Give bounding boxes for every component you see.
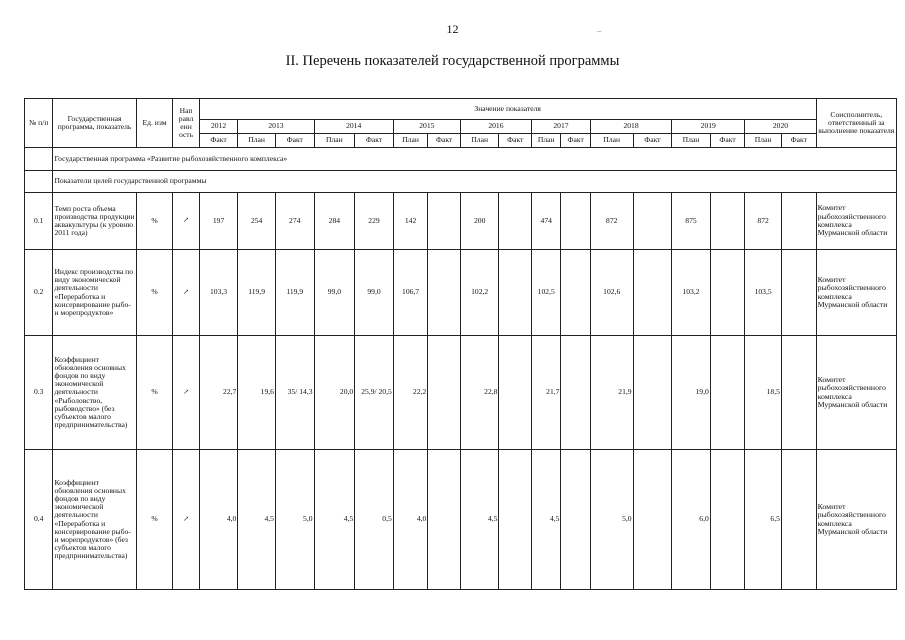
value-cell: 0,5 <box>355 450 394 590</box>
table-row <box>25 193 897 250</box>
value-cell: 200 <box>460 193 499 250</box>
executor-cell: Комитет рыбохозяйственного комплекса Мурманской области <box>816 336 896 450</box>
value-cell: 872 <box>745 193 782 250</box>
value-cell: 6,0 <box>672 450 711 590</box>
value-cell: 142 <box>393 193 428 250</box>
value-cell: 19,6 <box>238 336 276 450</box>
value-cell <box>428 336 461 450</box>
value-cell: 22,2 <box>393 336 428 450</box>
header-sub: План <box>460 134 499 148</box>
header-sub: Факт <box>561 134 590 148</box>
value-cell <box>499 336 532 450</box>
value-cell: 229 <box>355 193 394 250</box>
value-cell <box>633 193 672 250</box>
header-sub: План <box>672 134 711 148</box>
header-sub: Факт <box>275 134 314 148</box>
header-year-2018: 2018 <box>590 120 671 134</box>
header-sub: План <box>590 134 633 148</box>
unit-cell: % <box>136 336 173 450</box>
table-row <box>25 250 897 336</box>
value-cell <box>499 193 532 250</box>
value-cell <box>561 193 590 250</box>
direction-icon: ↗ <box>173 450 199 590</box>
header-executor: Соисполнитель, ответственный за выполнение показателя <box>816 99 896 148</box>
header-year-2012: 2012 <box>199 120 238 134</box>
header-sub: План <box>238 134 276 148</box>
indicators-table <box>24 98 897 590</box>
document-title: II. Перечень показателей государственной программы <box>285 53 620 69</box>
section-goals: Показатели целей государственной программы <box>53 171 897 193</box>
header-sub: План <box>393 134 428 148</box>
value-cell <box>428 450 461 590</box>
table-row <box>25 450 897 590</box>
header-sub: План <box>745 134 782 148</box>
value-fraction: 35/ 14,3 <box>287 387 313 397</box>
value-cell: 103,5 <box>745 250 782 336</box>
header-unit: Ед. изм <box>136 99 173 148</box>
value-cell <box>355 336 394 450</box>
header-sub: Факт <box>499 134 532 148</box>
value-cell: 4,5 <box>531 450 560 590</box>
value-cell <box>781 250 816 336</box>
value-cell <box>275 336 314 450</box>
header-sub: План <box>314 134 355 148</box>
value-cell: 4,5 <box>238 450 276 590</box>
value-cell <box>428 193 461 250</box>
indicator-name: Коэффициент обновления основных фондов по виду экономической деятельности «Переработка и консервирование рыбо- и морепродуктов» (без субъектов малого предпринимательства) <box>53 450 136 590</box>
value-cell: 103,3 <box>199 250 238 336</box>
header-sub: План <box>531 134 560 148</box>
value-cell: 284 <box>314 193 355 250</box>
value-cell: 4,0 <box>199 450 238 590</box>
header-sub: Факт <box>781 134 816 148</box>
value-cell <box>428 250 461 336</box>
direction-icon: ↗ <box>173 336 199 450</box>
row-num: 0.1 <box>25 193 53 250</box>
value-cell: 102,5 <box>531 250 560 336</box>
header-year-2013: 2013 <box>238 120 314 134</box>
header-indicator: Государственная программа, показатель <box>53 99 136 148</box>
value-cell: 102,2 <box>460 250 499 336</box>
header-year-2015: 2015 <box>393 120 460 134</box>
row-num: 0.4 <box>25 450 53 590</box>
executor-cell: Комитет рыбохозяйственного комплекса Мурманской области <box>816 193 896 250</box>
indicator-name: Коэффициент обновления основных фондов по виду экономической деятельности «Рыболовство, рыбоводство» (без субъектов малого предпринимательства) <box>53 336 136 450</box>
value-cell <box>561 336 590 450</box>
header-sub: Факт <box>355 134 394 148</box>
value-cell: 103,2 <box>672 250 711 336</box>
value-cell: 99,0 <box>355 250 394 336</box>
value-cell <box>781 450 816 590</box>
executor-cell: Комитет рыбохозяйственного комплекса Мурманской области <box>816 450 896 590</box>
value-cell: 5,0 <box>275 450 314 590</box>
direction-icon: ↗ <box>173 193 199 250</box>
value-cell: 4,5 <box>460 450 499 590</box>
section-program: Государственная программа «Развитие рыбохозяйственного комплекса» <box>53 148 897 171</box>
value-cell: 99,0 <box>314 250 355 336</box>
value-cell: 119,9 <box>238 250 276 336</box>
value-cell: 106,7 <box>393 250 428 336</box>
value-cell: 872 <box>590 193 633 250</box>
header-sub: Факт <box>428 134 461 148</box>
value-cell: 5,0 <box>590 450 633 590</box>
value-cell: 197 <box>199 193 238 250</box>
value-cell: 254 <box>238 193 276 250</box>
unit-cell: % <box>136 250 173 336</box>
indicator-name: Темп роста объема производства продукции аквакультуры (к уровню 2011 года) <box>53 193 136 250</box>
value-cell: 119,9 <box>275 250 314 336</box>
executor-cell: Комитет рыбохозяйственного комплекса Мурманской области <box>816 250 896 336</box>
value-cell <box>561 450 590 590</box>
value-cell <box>561 250 590 336</box>
value-cell <box>633 450 672 590</box>
stray-mark: – <box>597 26 602 36</box>
value-cell: 22,7 <box>199 336 238 450</box>
value-cell <box>710 450 745 590</box>
value-cell: 4,0 <box>393 450 428 590</box>
header-sub: Факт <box>710 134 745 148</box>
value-cell: 21,7 <box>531 336 560 450</box>
header-direction: Нап равл енн ость <box>173 99 199 148</box>
value-cell: 102,6 <box>590 250 633 336</box>
header-num: № п/п <box>25 99 53 148</box>
header-values: Значение показателя <box>199 99 816 120</box>
row-num: 0.3 <box>25 336 53 450</box>
value-cell <box>499 250 532 336</box>
unit-cell: % <box>136 450 173 590</box>
header-year-2020: 2020 <box>745 120 816 134</box>
value-cell <box>710 193 745 250</box>
value-fraction: 25,9/ 20,5 <box>361 387 392 397</box>
value-cell: 474 <box>531 193 560 250</box>
value-cell <box>710 250 745 336</box>
value-cell <box>499 450 532 590</box>
page-number: 12 <box>446 22 459 36</box>
indicator-name: Индекс производства по виду экономической деятельности «Переработка и консервирование рыбо- и морепродуктов» <box>53 250 136 336</box>
value-cell: 19,0 <box>672 336 711 450</box>
unit-cell: % <box>136 193 173 250</box>
value-cell <box>781 336 816 450</box>
row-num: 0.2 <box>25 250 53 336</box>
value-cell: 20,0 <box>314 336 355 450</box>
table-row <box>25 336 897 450</box>
value-cell <box>633 250 672 336</box>
value-cell: 21,9 <box>590 336 633 450</box>
value-cell <box>710 336 745 450</box>
value-cell: 6,5 <box>745 450 782 590</box>
value-cell: 875 <box>672 193 711 250</box>
direction-icon: ↗ <box>173 250 199 336</box>
value-cell <box>781 193 816 250</box>
value-cell: 4,5 <box>314 450 355 590</box>
header-sub: Факт <box>199 134 238 148</box>
value-cell: 18,5 <box>745 336 782 450</box>
value-cell: 274 <box>275 193 314 250</box>
header-year-2019: 2019 <box>672 120 745 134</box>
header-year-2017: 2017 <box>531 120 590 134</box>
header-year-2014: 2014 <box>314 120 393 134</box>
header-sub: Факт <box>633 134 672 148</box>
value-cell <box>633 336 672 450</box>
value-cell: 22,8 <box>460 336 499 450</box>
header-year-2016: 2016 <box>460 120 531 134</box>
